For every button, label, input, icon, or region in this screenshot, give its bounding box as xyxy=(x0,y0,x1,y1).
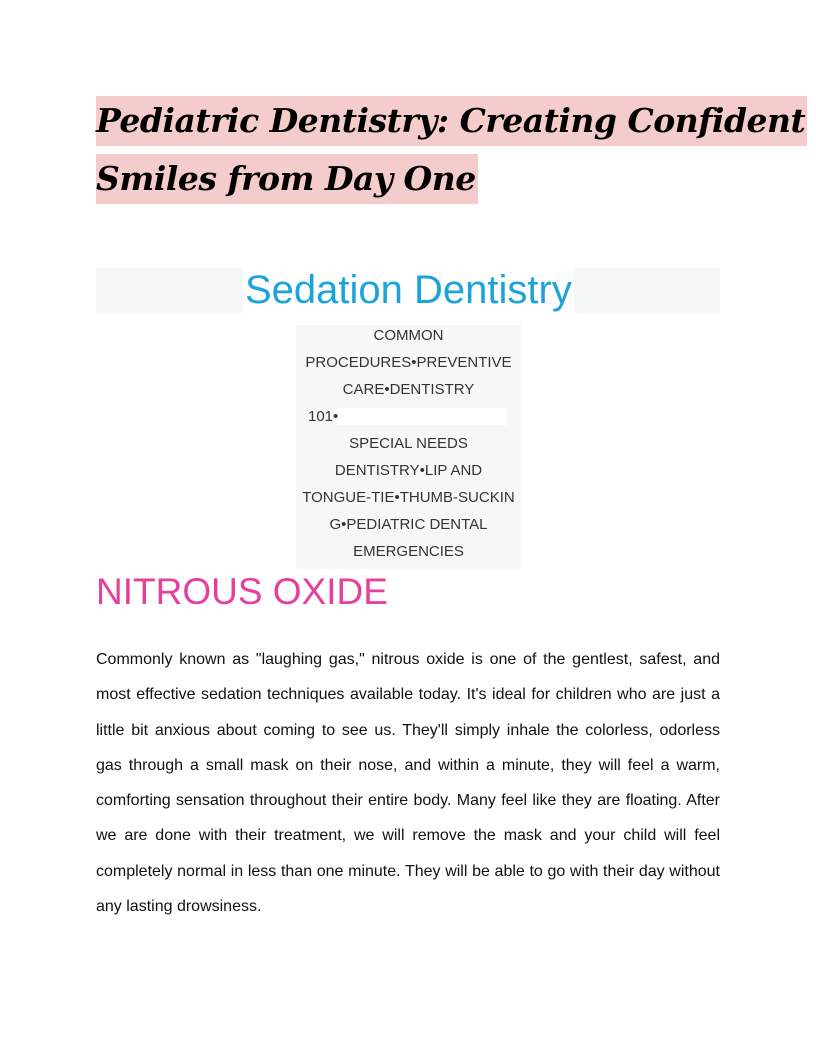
menu-item-dentistry-lip[interactable]: DENTISTRY•LIP AND xyxy=(334,462,483,479)
menu-item-procedures[interactable]: PROCEDURES•PREVENTIVE xyxy=(305,354,512,371)
page-title-line-2: Smiles from Day One xyxy=(96,154,478,204)
menu-item-care[interactable]: CARE•DENTISTRY xyxy=(342,381,475,398)
nitrous-oxide-paragraph: Commonly known as "laughing gas," nitrous oxide is one of the gentlest, safest, and most effective sedation techniques available today. It's ideal for children who are just a little bit anxious about coming to see us. They'll simply inhale the colorless, odorless gas through a small mask on their nose, and within a minute, they will feel a warm, comforting sensation throughout their entire body. Many feel like they are floating. After we are done with their treatment, we will remove the mask and your child will feel completely normal in less than one minute. They will be able to go with their day without any lasting drowsiness. xyxy=(96,651,720,916)
menu-item-common[interactable]: COMMON xyxy=(373,327,444,344)
menu-item-emergencies[interactable]: EMERGENCIES xyxy=(353,543,464,560)
section-heading: Sedation Dentistry xyxy=(245,268,572,312)
menu-item-pediatric-dental[interactable]: G•PEDIATRIC DENTAL xyxy=(329,516,488,533)
menu-item-101[interactable]: 101• xyxy=(308,408,339,425)
menu-item-tongue-tie[interactable]: TONGUE-TIE•THUMB-SUCKIN xyxy=(302,489,515,506)
menu-item-special-needs[interactable]: SPECIAL NEEDS xyxy=(349,435,468,452)
page-title-line-1: Pediatric Dentistry: Creating Confident xyxy=(96,96,807,146)
nitrous-oxide-heading: NITROUS OXIDE xyxy=(96,571,388,612)
